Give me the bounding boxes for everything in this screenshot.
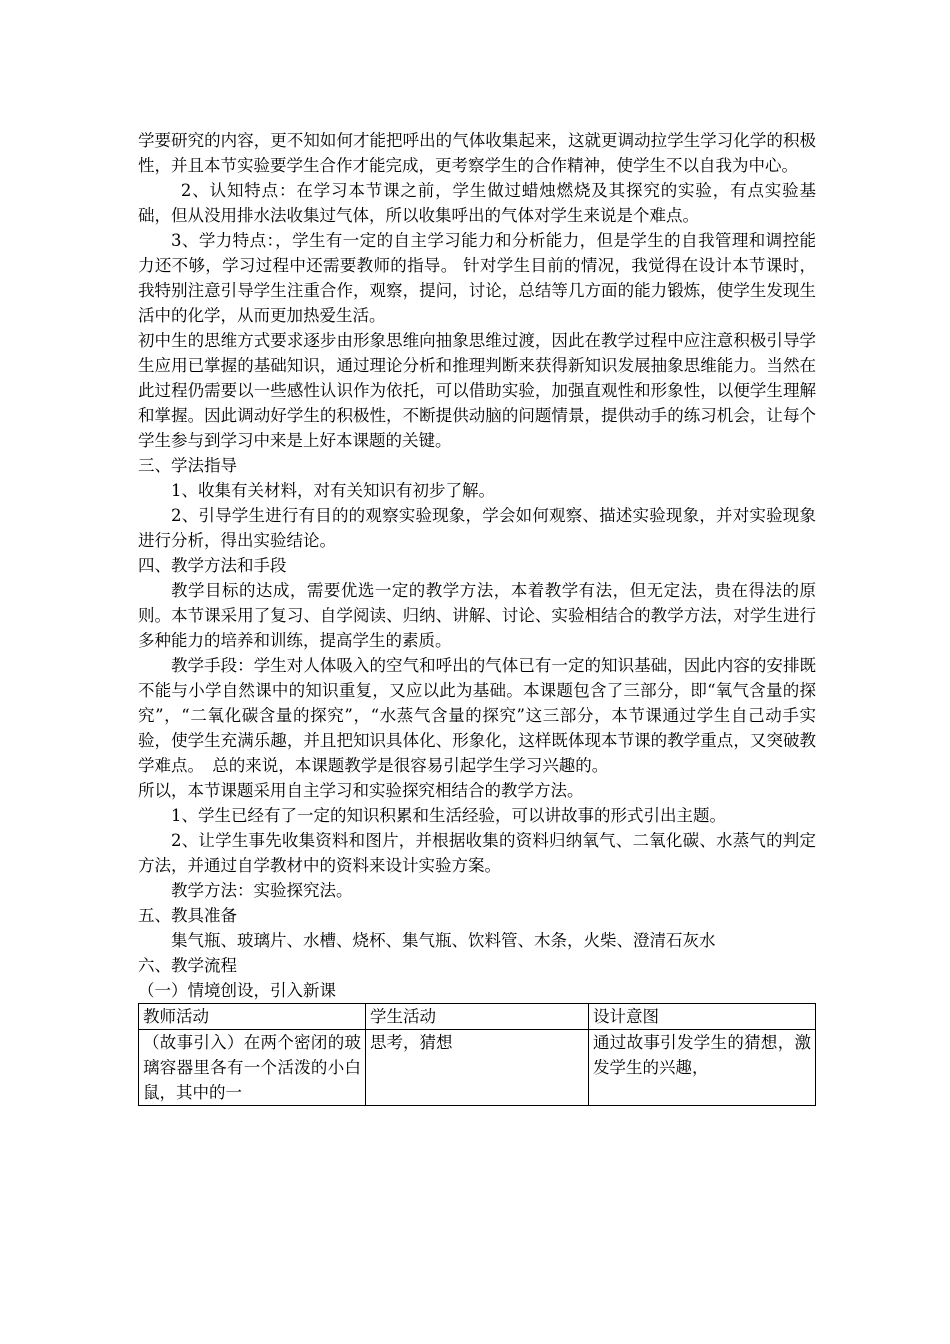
body-text bbox=[138, 128, 816, 1003]
paragraph: 1、学生已经有了一定的知识积累和生活经验，可以讲故事的形式引出主题。 bbox=[171, 806, 726, 825]
paragraph: （一）情境创设，引入新课 bbox=[138, 981, 336, 1000]
table-row bbox=[139, 1030, 816, 1106]
paragraph: 四、教学方法和手段 bbox=[138, 556, 287, 575]
paragraph: 初中生的思维方式要求逐步由形象思维向抽象思维过渡，因此在教学过程中应注意积极引导学生应用已掌握的基础知识，通过理论分析和推理判断来获得新知识发展抽象思维能力。当然在此过程仍需要以一些感性认识作为依托，可以借助实验，加强直观性和形象性，以便学生理解和掌握。因此调动好学生的积极性，不断提供动脑的问题情景，提供动手的练习机会，让每个学生参与到学习中来是上好本课题的关键。 bbox=[138, 331, 816, 450]
table-header-cell: 教师活动 bbox=[139, 1004, 366, 1030]
table-cell: （故事引入）在两个密闭的玻璃容器里各有一个活泼的小白鼠，其中的一 bbox=[139, 1030, 366, 1106]
paragraph: 2、让学生事先收集资料和图片，并根据收集的资料归纳氧气、二氧化碳、水蒸气的判定方法，并通过自学教材中的资料来设计实验方案。 bbox=[138, 831, 816, 875]
paragraph: 2、认知特点：在学习本节课之前，学生做过蜡烛燃烧及其探究的实验，有点实验基础，但从没用排水法收集过气体，所以收集呼出的气体对学生来说是个难点。 bbox=[138, 181, 816, 225]
paragraph: 学要研究的内容，更不知如何才能把呼出的气体收集起来，这就更调动拉学生学习化学的积极性，并且本节实验要学生合作才能完成，更考察学生的合作精神，使学生不以自我为中心。 bbox=[138, 131, 816, 175]
table-cell: 通过故事引发学生的猜想，激发学生的兴趣， bbox=[589, 1030, 816, 1106]
table-header-row bbox=[139, 1004, 816, 1030]
table-cell: 思考，猜想 bbox=[366, 1030, 589, 1106]
paragraph: 所以，本节课题采用自主学习和实验探究相结合的教学方法。 bbox=[138, 781, 584, 800]
paragraph: 教学手段：学生对人体吸入的空气和呼出的气体已有一定的知识基础，因此内容的安排既不能与小学自然课中的知识重复，又应以此为基础。本课题包含了三部分，即“氧气含量的探究”，“二氧化碳含量的探究”，“水蒸气含量的探究”这三部分，本节课通过学生自己动手实验，使学生充满乐趣，并且把知识具体化、形象化，这样既体现本节课的教学重点，又突破教学难点。 总的来说，本课题教学是很容易引起学生学习兴趣的。 bbox=[138, 656, 816, 775]
table-header-cell: 设计意图 bbox=[589, 1004, 816, 1030]
paragraph: 1、收集有关材料，对有关知识有初步了解。 bbox=[171, 481, 495, 500]
paragraph: 2、引导学生进行有目的的观察实验现象，学会如何观察、描述实验现象，并对实验现象进行分析，得出实验结论。 bbox=[138, 506, 816, 550]
teaching-flow-table bbox=[138, 1003, 816, 1106]
document-page bbox=[138, 128, 816, 1106]
paragraph: 三、学法指导 bbox=[138, 456, 237, 475]
paragraph: 集气瓶、玻璃片、水槽、烧杯、集气瓶、饮料管、木条，火柴、澄清石灰水 bbox=[171, 931, 716, 950]
paragraph: 3、学力特点：，学生有一定的自主学习能力和分析能力，但是学生的自我管理和调控能力还不够，学习过程中还需要教师的指导。 针对学生目前的情况，我觉得在设计本节课时，我特别注意引导学生注重合作，观察，提问，讨论，总结等几方面的能力锻炼，使学生发现生活中的化学，从而更加热爱生活。 bbox=[138, 231, 816, 325]
table-header-cell: 学生活动 bbox=[366, 1004, 589, 1030]
paragraph: 五、教具准备 bbox=[138, 906, 237, 925]
paragraph: 六、教学流程 bbox=[138, 956, 237, 975]
paragraph: 教学目标的达成，需要优选一定的教学方法，本着教学有法，但无定法，贵在得法的原则。本节课采用了复习、自学阅读、归纳、讲解、讨论、实验相结合的教学方法，对学生进行多种能力的培养和训练，提高学生的素质。 bbox=[138, 581, 816, 650]
paragraph: 教学方法：实验探究法。 bbox=[171, 881, 353, 900]
